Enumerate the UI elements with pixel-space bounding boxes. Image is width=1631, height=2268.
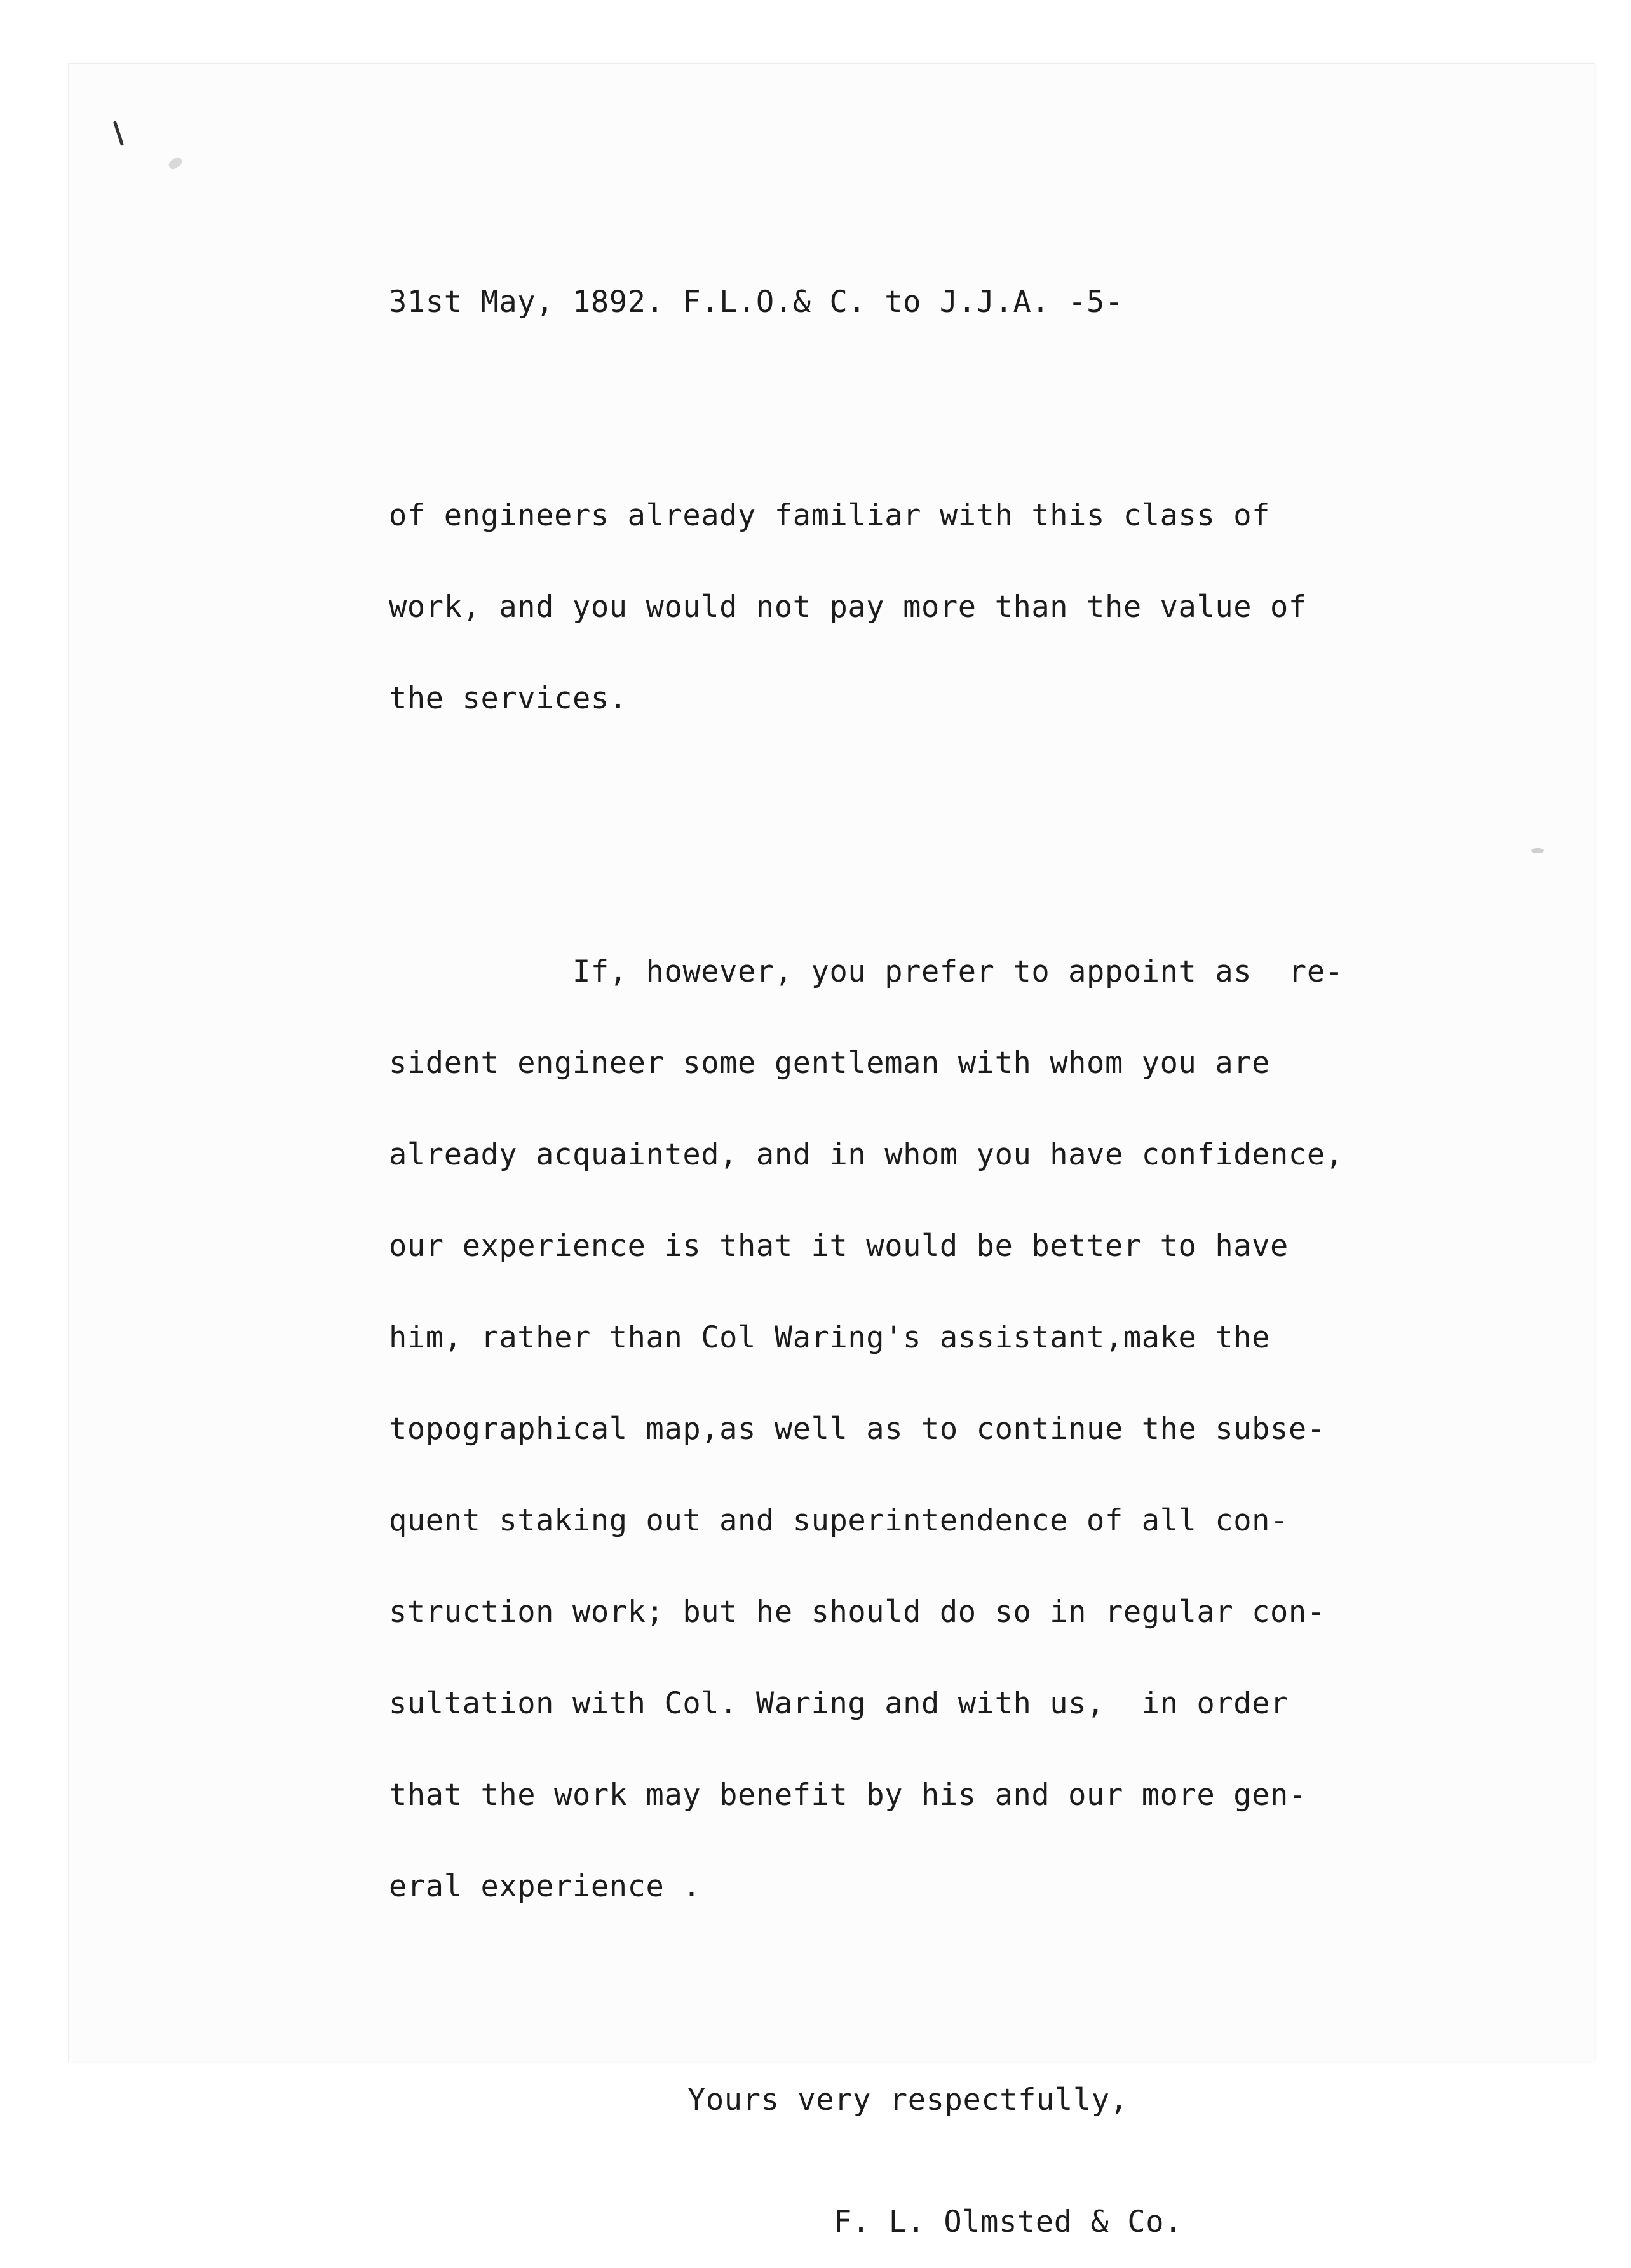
paragraph-2 bbox=[389, 896, 1380, 1963]
text-line: topographical map,as well as to continue the subse- bbox=[389, 1412, 1325, 1447]
text-line: sultation with Col. Waring and with us, in order bbox=[389, 1686, 1289, 1721]
text-line: work, and you would not pay more than the value of bbox=[389, 590, 1307, 624]
text-line: him, rather than Col Waring's assistant,make the bbox=[389, 1320, 1271, 1355]
text-line: If, however, you prefer to appoint as re- bbox=[389, 954, 1344, 989]
text-line: sident engineer some gentleman with whom you are bbox=[389, 1046, 1271, 1081]
text-line: already acquainted, and in whom you have confidence, bbox=[389, 1137, 1344, 1172]
smudge-mark-right bbox=[1531, 848, 1544, 853]
text-line: quent staking out and superintendence of all con- bbox=[389, 1503, 1289, 1538]
text-line: the services. bbox=[389, 681, 628, 716]
text-line: our experience is that it would be better to have bbox=[389, 1229, 1289, 1264]
paragraph-1 bbox=[389, 440, 1380, 775]
letter-body bbox=[389, 226, 1380, 2268]
letter-closing: Yours very respectfully, bbox=[687, 2082, 1128, 2117]
letter-header: 31st May, 1892. F.L.O.& C. to J.J.A. -5- bbox=[389, 285, 1123, 320]
text-line: struction work; but he should do so in regular con- bbox=[389, 1595, 1325, 1630]
text-line: eral experience . bbox=[389, 1869, 701, 1904]
letter-signature: F. L. Olmsted & Co. bbox=[834, 2204, 1183, 2239]
text-line: of engineers already familiar with this class of bbox=[389, 498, 1271, 533]
text-line: that the work may benefit by his and our more gen- bbox=[389, 1778, 1307, 1812]
